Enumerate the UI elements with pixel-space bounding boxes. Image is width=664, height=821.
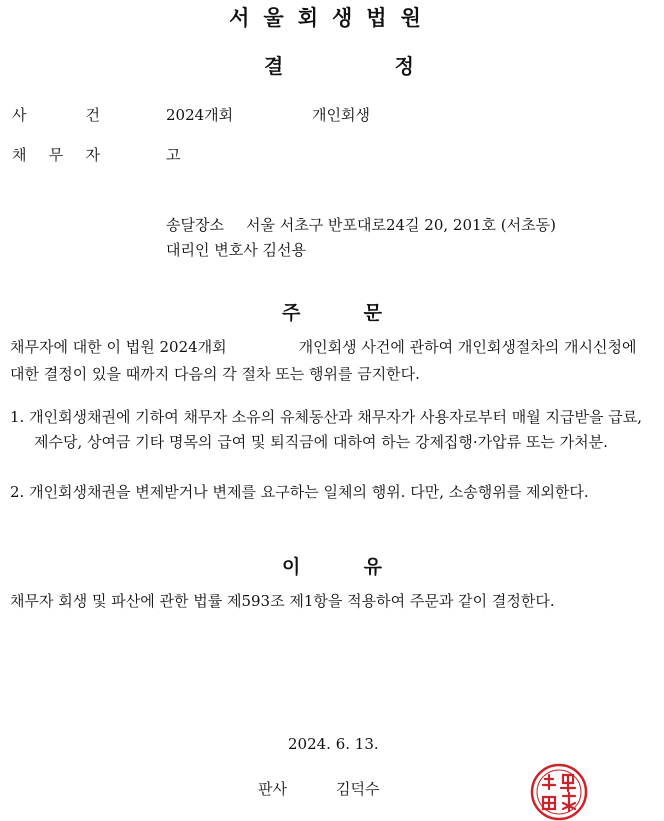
debtor-name: 고 — [166, 146, 181, 164]
order-item: 1. 개인회생채권에 기하여 채무자 소유의 유체동산과 채무자가 사용자로부터 매월 지급받을 급료, 제수당, 상여금 기타 명목의 급여 및 퇴직금에 대하여 하는 강제집행·가압류 또는 가처분. — [10, 408, 642, 451]
address-label: 송달장소 — [166, 216, 224, 234]
document-title-char: 정 — [394, 54, 414, 78]
order-item: 2. 개인회생채권을 변제받거나 변제를 요구하는 일체의 행위. 다만, 소송행위를 제외한다. — [10, 483, 589, 501]
court-seal-icon — [527, 763, 591, 821]
case-number: 2024개회 — [166, 106, 234, 124]
reason-heading: 이 유 — [282, 556, 382, 578]
document-title-char: 결 — [264, 54, 284, 78]
decision-date: 2024. 6. 13. — [288, 735, 379, 753]
debtor-label: 채 무 자 — [12, 146, 100, 164]
court-name: 서울회생법원 — [229, 6, 435, 30]
order-heading: 주 문 — [282, 302, 382, 324]
judge-title: 판사 — [258, 780, 287, 798]
address-value: 서울 서초구 반포대로24길 20, 201호 (서초동) — [246, 216, 556, 234]
reason-text: 채무자 회생 및 파산에 관한 법률 제593조 제1항을 적용하여 주문과 같이 결정한다. — [10, 592, 555, 610]
agent: 대리인 변호사 김선용 — [166, 241, 306, 259]
order-intro — [10, 334, 654, 388]
document-title — [264, 50, 414, 79]
case-label: 사 건 — [12, 106, 100, 124]
order-intro-part1: 채무자에 대한 이 법원 2024개회 — [10, 338, 227, 356]
case-type: 개인회생 — [312, 106, 370, 124]
order-intro-part2: 개인회생 사건에 관하여 개인회생절차의 개시신청에 대한 결정이 있을 때까지 다음의 각 절차 또는 행위를 금지한다. — [10, 338, 637, 383]
judge-name: 김덕수 — [336, 780, 380, 798]
